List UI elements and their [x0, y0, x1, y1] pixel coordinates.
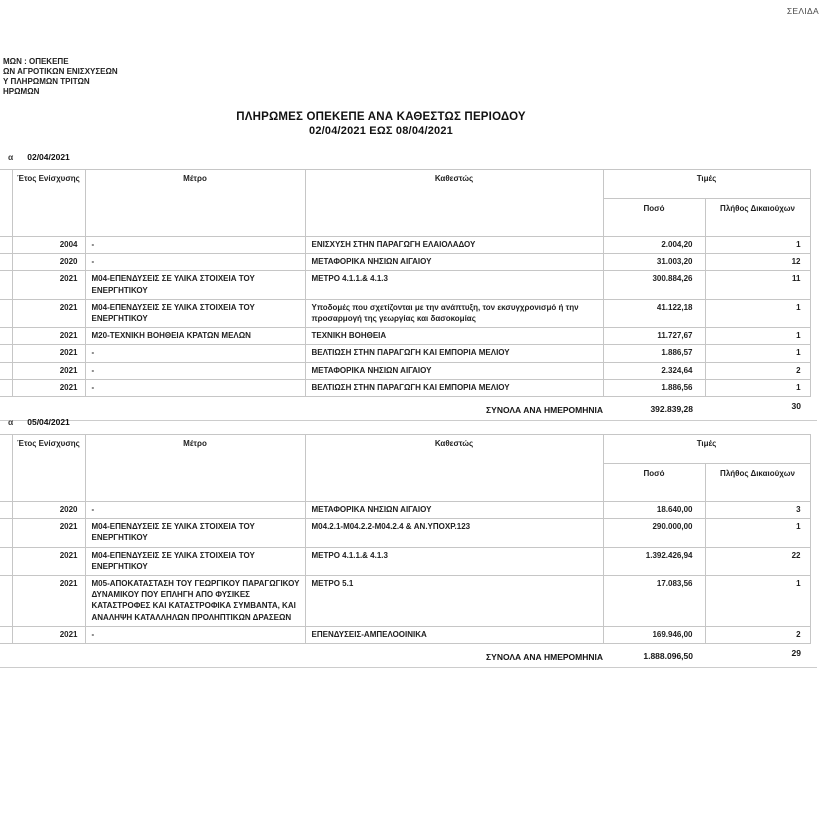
cell-measure: M05-ΑΠΟΚΑΤΑΣΤΑΣΗ ΤΟΥ ΓΕΩΡΓΙΚΟΥ ΠΑΡΑΓΩΓΙΚΟΥ ΔΥΝΑΜΙΚΟΥ ΠΟΥ ΕΠΛΗΓΗ ΑΠΟ ΦΥΣΙΚΕΣ ΚΑΤΑΣΤΡΟΦΕΣ ΚΑΙ ΚΑΤΑΣΤΡΟΦΙΚΑ ΣΥΜΒΑΝΤΑ, ΚΑΙ ΑΝΑΛΗΨΗ ΚΑΤΑΛΛΗΛΩΝ ΠΡΟΛΗΠΤΙΚΩΝ ΔΡΑΣΕΩΝ [85, 575, 305, 626]
table-row [0, 502, 810, 519]
cell-spacer [0, 254, 12, 271]
org-line: Υ ΠΛΗΡΩΜΩΝ ΤΡΙΤΩΝ [3, 77, 90, 86]
cell-count: 2 [705, 362, 810, 379]
cell-measure: - [85, 237, 305, 254]
cell-measure: M04-ΕΠΕΝΔΥΣΕΙΣ ΣΕ ΥΛΙΚΑ ΣΤΟΙΧΕΙΑ ΤΟΥ ΕΝΕΡΓΗΤΙΚΟΥ [85, 547, 305, 575]
cell-spacer [0, 547, 12, 575]
org-line: ΜΩΝ : ΟΠΕΚΕΠΕ [3, 57, 69, 66]
cell-measure: M04-ΕΠΕΝΔΥΣΕΙΣ ΣΕ ΥΛΙΚΑ ΣΤΟΙΧΕΙΑ ΤΟΥ ΕΝΕΡΓΗΤΙΚΟΥ [85, 271, 305, 299]
payments-table [0, 169, 811, 397]
totals-label: ΣΥΝΟΛΑ ΑΝΑ ΗΜΕΡΟΜΗΝΙΑ [486, 404, 603, 415]
cell-measure: M04-ΕΠΕΝΔΥΣΕΙΣ ΣΕ ΥΛΙΚΑ ΣΤΟΙΧΕΙΑ ΤΟΥ ΕΝΕΡΓΗΤΙΚΟΥ [85, 299, 305, 327]
cell-spacer [0, 502, 12, 519]
header-scheme: Καθεστώς [305, 170, 603, 237]
cell-scheme: ΜΕΤΡΟ 4.1.1.& 4.1.3 [305, 271, 603, 299]
date-label-fragment: α [8, 152, 14, 162]
header-amount: Ποσό [603, 464, 705, 502]
cell-count: 11 [705, 271, 810, 299]
date-section [0, 417, 820, 668]
table-row [0, 271, 810, 299]
cell-spacer [0, 362, 12, 379]
table-header [0, 435, 810, 502]
cell-measure: - [85, 379, 305, 396]
cell-scheme: ΕΝΙΣΧΥΣΗ ΣΤΗΝ ΠΑΡΑΓΩΓΗ ΕΛΑΙΟΛΑΔΟΥ [305, 237, 603, 254]
cell-measure: M20-ΤΕΧΝΙΚΗ ΒΟΗΘΕΙΑ ΚΡΑΤΩΝ ΜΕΛΩΝ [85, 328, 305, 345]
header-count: Πλήθος Δικαιούχων [705, 464, 810, 502]
cell-count: 12 [705, 254, 810, 271]
cell-scheme: ΒΕΛΤΙΩΣΗ ΣΤΗΝ ΠΑΡΑΓΩΓΗ ΚΑΙ ΕΜΠΟΡΙΑ ΜΕΛΙΟΥ [305, 345, 603, 362]
cell-amount: 1.886,57 [603, 345, 705, 362]
section-date: 05/04/2021 [27, 417, 70, 427]
cell-measure: - [85, 254, 305, 271]
cell-scheme: ΜΕΤΑΦΟΡΙΚΑ ΝΗΣΙΩΝ ΑΙΓΑΙΟΥ [305, 502, 603, 519]
cell-scheme: ΜΕΤΑΦΟΡΙΚΑ ΝΗΣΙΩΝ ΑΙΓΑΙΟΥ [305, 254, 603, 271]
table-row [0, 626, 810, 643]
section-date: 02/04/2021 [27, 152, 70, 162]
header-year: Έτος Ενίσχυσης [12, 435, 85, 502]
cell-spacer [0, 299, 12, 327]
table-row [0, 362, 810, 379]
cell-count: 1 [705, 299, 810, 327]
cell-year: 2020 [12, 502, 85, 519]
cell-year: 2021 [12, 345, 85, 362]
cell-count: 1 [705, 328, 810, 345]
header-scheme: Καθεστώς [305, 435, 603, 502]
org-line: ΗΡΩΜΩΝ [3, 87, 40, 96]
title-block [0, 111, 762, 137]
table-row [0, 379, 810, 396]
cell-year: 2021 [12, 379, 85, 396]
report-period: 02/04/2021 ΕΩΣ 08/04/2021 [309, 125, 453, 137]
table-row [0, 237, 810, 254]
cell-amount: 41.122,18 [603, 299, 705, 327]
totals-label: ΣΥΝΟΛΑ ΑΝΑ ΗΜΕΡΟΜΗΝΙΑ [486, 651, 603, 662]
cell-year: 2004 [12, 237, 85, 254]
header-measure: Μέτρο [85, 435, 305, 502]
header-year: Έτος Ενίσχυσης [12, 170, 85, 237]
header-spacer [0, 170, 12, 237]
cell-spacer [0, 345, 12, 362]
cell-count: 1 [705, 379, 810, 396]
totals-row [0, 644, 810, 662]
cell-amount: 1.886,56 [603, 379, 705, 396]
cell-count: 1 [705, 519, 810, 547]
cell-spacer [0, 271, 12, 299]
cell-scheme: M04.2.1-M04.2.2-M04.2.4 & ΑΝ.ΥΠΟΧΡ.123 [305, 519, 603, 547]
table-row [0, 345, 810, 362]
cell-amount: 11.727,67 [603, 328, 705, 345]
cell-spacer [0, 575, 12, 626]
cell-year: 2021 [12, 328, 85, 345]
cell-amount: 300.884,26 [603, 271, 705, 299]
page-number-label: ΣΕΛΙΔΑ [786, 6, 819, 16]
cell-measure: - [85, 345, 305, 362]
cell-scheme: ΜΕΤΡΟ 4.1.1.& 4.1.3 [305, 547, 603, 575]
section-divider [0, 667, 817, 668]
cell-year: 2021 [12, 575, 85, 626]
cell-scheme: ΒΕΛΤΙΩΣΗ ΣΤΗΝ ΠΑΡΑΓΩΓΗ ΚΑΙ ΕΜΠΟΡΙΑ ΜΕΛΙΟΥ [305, 379, 603, 396]
table-body [0, 237, 810, 397]
cell-measure: M04-ΕΠΕΝΔΥΣΕΙΣ ΣΕ ΥΛΙΚΑ ΣΤΟΙΧΕΙΑ ΤΟΥ ΕΝΕΡΓΗΤΙΚΟΥ [85, 519, 305, 547]
cell-measure: - [85, 362, 305, 379]
date-line [0, 152, 820, 169]
cell-year: 2020 [12, 254, 85, 271]
report-title: ΠΛΗΡΩΜΕΣ ΟΠΕΚΕΠΕ ΑΝΑ ΚΑΘΕΣΤΩΣ ΠΕΡΙΟΔΟΥ [236, 111, 526, 123]
table-row [0, 254, 810, 271]
cell-year: 2021 [12, 362, 85, 379]
cell-scheme: Υποδομές που σχετίζονται με την ανάπτυξη, τον εκσυγχρονισμό ή την προσαρμογή της γεωργίας και δασοκομίας [305, 299, 603, 327]
cell-scheme: ΜΕΤΡΟ 5.1 [305, 575, 603, 626]
totals-row [0, 397, 810, 415]
cell-scheme: ΜΕΤΑΦΟΡΙΚΑ ΝΗΣΙΩΝ ΑΙΓΑΙΟΥ [305, 362, 603, 379]
cell-amount: 17.083,56 [603, 575, 705, 626]
totals-amount: 1.888.096,50 [643, 650, 693, 661]
cell-measure: - [85, 502, 305, 519]
cell-year: 2021 [12, 547, 85, 575]
cell-amount: 2.324,64 [603, 362, 705, 379]
cell-amount: 31.003,20 [603, 254, 705, 271]
table-header [0, 170, 810, 237]
cell-measure: - [85, 626, 305, 643]
cell-count: 22 [705, 547, 810, 575]
cell-amount: 290.000,00 [603, 519, 705, 547]
cell-year: 2021 [12, 271, 85, 299]
totals-count: 30 [791, 400, 801, 411]
cell-count: 1 [705, 345, 810, 362]
table-row [0, 547, 810, 575]
cell-amount: 1.392.426,94 [603, 547, 705, 575]
header-values: Τιμές [603, 170, 810, 199]
header-measure: Μέτρο [85, 170, 305, 237]
header-count: Πλήθος Δικαιούχων [705, 199, 810, 237]
cell-count: 2 [705, 626, 810, 643]
header-values: Τιμές [603, 435, 810, 464]
cell-amount: 18.640,00 [603, 502, 705, 519]
cell-scheme: ΕΠΕΝΔΥΣΕΙΣ-ΑΜΠΕΛΟΟΙΝΙΚΑ [305, 626, 603, 643]
cell-year: 2021 [12, 519, 85, 547]
cell-year: 2021 [12, 626, 85, 643]
table-row [0, 519, 810, 547]
table-row [0, 328, 810, 345]
cell-amount: 169.946,00 [603, 626, 705, 643]
cell-scheme: ΤΕΧΝΙΚΗ ΒΟΗΘΕΙΑ [305, 328, 603, 345]
cell-amount: 2.004,20 [603, 237, 705, 254]
cell-spacer [0, 379, 12, 396]
date-section [0, 152, 820, 421]
date-label-fragment: α [8, 417, 14, 427]
org-line: ΩΝ ΑΓΡΟΤΙΚΩΝ ΕΝΙΣΧΥΣΕΩΝ [3, 67, 118, 76]
header-amount: Ποσό [603, 199, 705, 237]
cell-count: 3 [705, 502, 810, 519]
cell-year: 2021 [12, 299, 85, 327]
table-body [0, 502, 810, 644]
cell-spacer [0, 237, 12, 254]
table-row [0, 575, 810, 626]
table-row [0, 299, 810, 327]
cell-spacer [0, 519, 12, 547]
totals-count: 29 [791, 647, 801, 658]
payments-table [0, 434, 811, 644]
organization-header [3, 57, 118, 97]
totals-amount: 392.839,28 [650, 403, 693, 414]
date-line [0, 417, 820, 434]
header-spacer [0, 435, 12, 502]
cell-spacer [0, 626, 12, 643]
cell-count: 1 [705, 575, 810, 626]
cell-spacer [0, 328, 12, 345]
cell-count: 1 [705, 237, 810, 254]
